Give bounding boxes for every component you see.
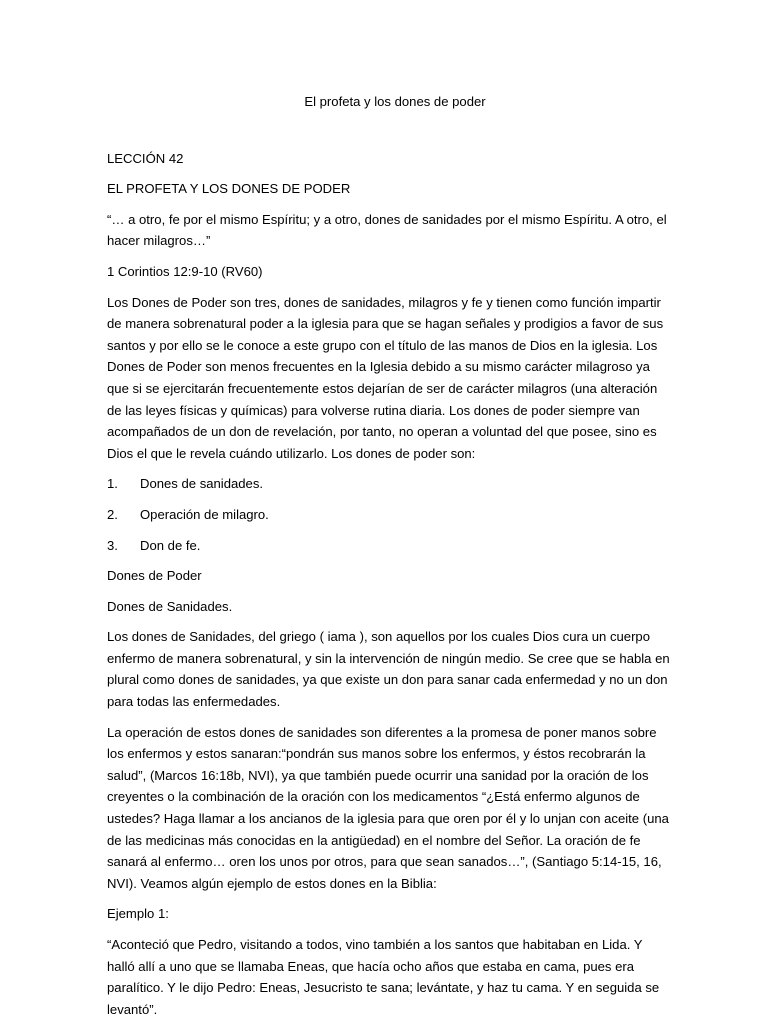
- intro-paragraph: Los Dones de Poder son tres, dones de sanidades, milagros y fe y tienen como función impartir de manera sobrenatural poder a la iglesia para que se hagan señales y prodigios a favor de sus santos y por ello se le conoce a este grupo con el título de las manos de Dios en la iglesia. Los Dones de Poder son menos frecuentes en la Iglesia debido a su mismo carácter milagroso ya que si se ejercitarán frecuentemente estos dejarían de ser de carácter milagros (una alteración de las leyes físicas y químicas) para volverse rutina diaria. Los dones de poder siempre van acompañados de un don de revelación, por tanto, no operan a voluntad del que posee, sino es Dios el que le revela cuándo utilizarlo. Los dones de poder son:: [107, 294, 664, 461]
- scripture-quote: “… a otro, fe por el mismo Espíritu; y a otro, dones de sanidades por el mismo Espíritu. A otro, el hacer milagros…”: [107, 211, 667, 249]
- example-label: Ejemplo 1:: [107, 906, 169, 922]
- body-paragraph: La operación de estos dones de sanidades son diferentes a la promesa de poner manos sobre los enfermos y estos sanaran:“pondrán sus manos sobre los enfermos, y éstos recobrarán la salud”, (Marcos 16:18b, NVI), ya que también puede ocurrir una sanidad por la oración de los creyentes o la combinación de la oración con los medicamentos “¿Está enfermo algunos de ustedes? Haga llamar a los ancianos de la iglesia para que oren por él y lo unjan con aceite (una de las medicinas más conocidas en la antigüedad) en el nombre del Señor. La oración de fe sanará al enfermo… oren los unos por otros, para que sean sanados…”, (Santiago 5:14-15, 16, NVI). Veamos algún ejemplo de estos dones en la Biblia:: [107, 724, 669, 891]
- body-paragraph: Los dones de Sanidades, del griego ( iama ), son aquellos por los cuales Dios cura un cuerpo enfermo de manera sobrenatural, y sin la intervención de ningún medio. Se cree que se habla en plural como dones de sanidades, ya que existe un don para sanar cada enfermedad y no un don para todas las enfermedades.: [107, 629, 670, 710]
- list-number: 1.: [107, 476, 118, 492]
- list-text: Operación de milagro.: [140, 506, 269, 522]
- list-item: [107, 504, 673, 526]
- lesson-number: LECCIÓN 42: [107, 150, 184, 166]
- list-number: 3.: [107, 537, 118, 553]
- list-text: Don de fe.: [140, 537, 201, 553]
- list-item: [107, 473, 673, 495]
- section-heading-dones-de-sanidades: Dones de Sanidades.: [107, 598, 233, 614]
- section-heading-dones-de-poder: Dones de Poder: [107, 568, 202, 584]
- document-title: El profeta y los dones de poder: [304, 94, 486, 109]
- list-number: 2.: [107, 506, 118, 522]
- example-quote: “Aconteció que Pedro, visitando a todos, vino también a los santos que habitaban en Lida. Y halló allí a uno que se llamaba Eneas, que hacía ocho años que estaba en cama, pues era paralítico. Y le dijo Pedro: Eneas, Jesucristo te sana; levántate, y haz tu cama. Y en seguida se levantó”.: [107, 937, 660, 1017]
- document-body: [107, 91, 673, 1020]
- list-text: Dones de sanidades.: [140, 476, 264, 492]
- scripture-reference: 1 Corintios 12:9-10 (RV60): [107, 263, 263, 279]
- list-item: [107, 535, 673, 557]
- lesson-heading: EL PROFETA Y LOS DONES DE PODER: [107, 181, 351, 197]
